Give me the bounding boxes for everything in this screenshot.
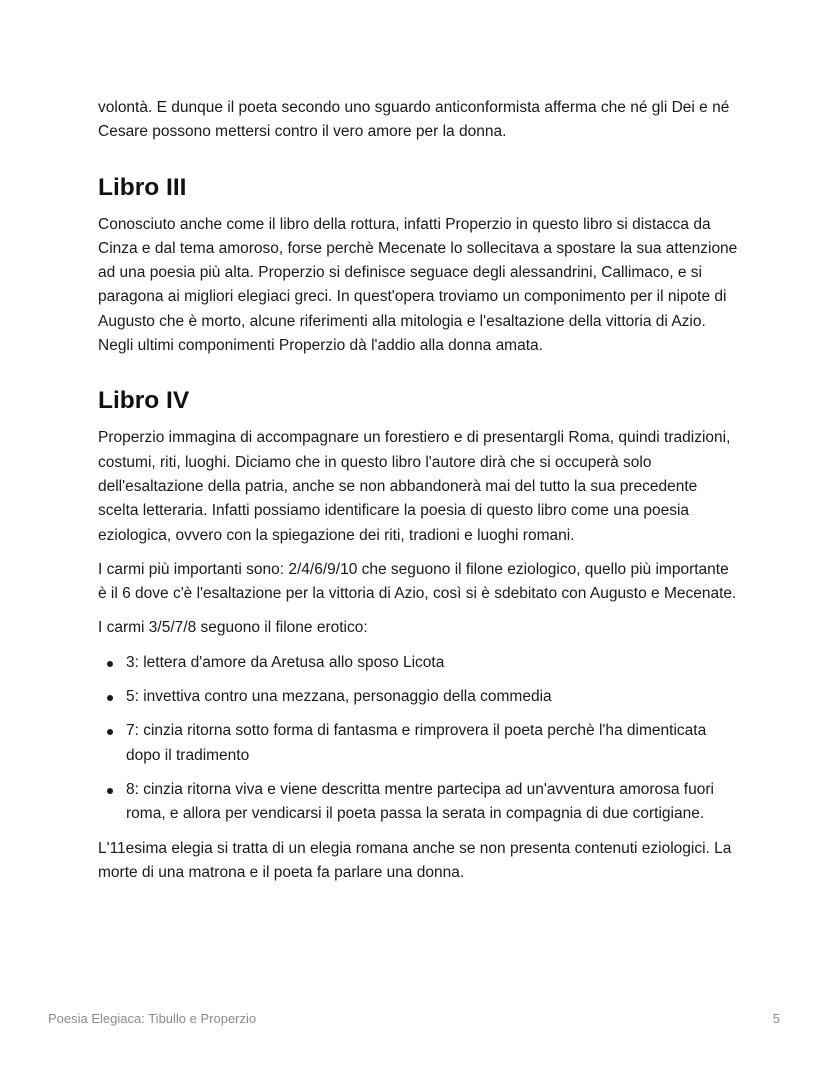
list-item bbox=[98, 719, 738, 768]
list-item-text: 7: cinzia ritorna sotto forma di fantasma e rimprovera il poeta perchè l'ha dimenticata dopo il tradimento bbox=[126, 722, 707, 764]
bullet-icon bbox=[107, 788, 113, 794]
footer-document-title: Poesia Elegiaca: Tibullo e Properzio bbox=[48, 1011, 257, 1026]
list-item-text: 5: invettiva contro una mezzana, personaggio della commedia bbox=[126, 688, 552, 706]
list-item bbox=[98, 778, 738, 827]
libro-4-paragraph-2: I carmi più importanti sono: 2/4/6/9/10 che seguono il filone eziologico, quello più importante è il 6 dove c'è l'esaltazione per la vittoria di Azio, così si è sdebitato con Augusto e Mecenate. bbox=[98, 560, 737, 603]
libro-4-paragraph-1: Properzio immagina di accompagnare un forestiero e di presentargli Roma, quindi tradizioni, costumi, riti, luoghi. Diciamo che in questo libro l'autore dirà che si occuperà solo dell'esaltazione della patria, anche se non abbandonerà mai del tutto la sua precedente scelta letteraria. Infatti possiamo identificare la poesia di questo libro come una poesia eziologica, ovvero con la spiegazione dei riti, tradioni e luoghi romani. bbox=[98, 429, 731, 544]
list-item-text: 8: cinzia ritorna viva e viene descritta mentre partecipa ad un'avventura amorosa fuori roma, e allora per vendicarsi il poeta passa la serata in compagnia di due cortigiane. bbox=[126, 780, 714, 823]
bullet-icon bbox=[107, 661, 113, 667]
list-item bbox=[98, 685, 738, 709]
erotic-poems-list bbox=[98, 651, 738, 827]
heading-libro-3: Libro III bbox=[98, 173, 187, 201]
libro-4-paragraph-4: L'11esima elegia si tratta di un elegia romana anche se non presenta contenuti eziologici. La morte di una matrona e il poeta fa parlare una donna. bbox=[98, 839, 732, 881]
intro-paragraph: volontà. E dunque il poeta secondo uno sguardo anticonformista afferma che né gli Dei e né Cesare possono mettersi contro il vero amore per la donna. bbox=[98, 99, 730, 141]
heading-libro-4: Libro IV bbox=[98, 387, 190, 415]
list-item-text: 3: lettera d'amore da Aretusa allo sposo Licota bbox=[126, 653, 445, 671]
list-item bbox=[98, 651, 738, 675]
bullet-icon bbox=[107, 729, 113, 735]
libro-3-paragraph: Conosciuto anche come il libro della rottura, infatti Properzio in questo libro si distacca da Cinza e dal tema amoroso, forse perchè Mecenate lo sollecitava a spostare la sua attenzione ad una poesia più alta. Properzio si definisce seguace degli alessandrini, Callimaco, e si paragona ai migliori elegiaci greci. In quest'opera troviamo un componimento per il nipote di Augusto che è morto, alcune riferimenti alla mitologia e l'esaltazione della vittoria di Azio. Negli ultimi componimenti Properzio dà l'addio alla donna amata. bbox=[98, 215, 738, 355]
page-content bbox=[98, 96, 738, 885]
libro-4-paragraph-3: I carmi 3/5/7/8 seguono il filone erotico: bbox=[98, 619, 368, 637]
footer-page-number: 5 bbox=[772, 1011, 780, 1026]
bullet-icon bbox=[107, 695, 113, 701]
